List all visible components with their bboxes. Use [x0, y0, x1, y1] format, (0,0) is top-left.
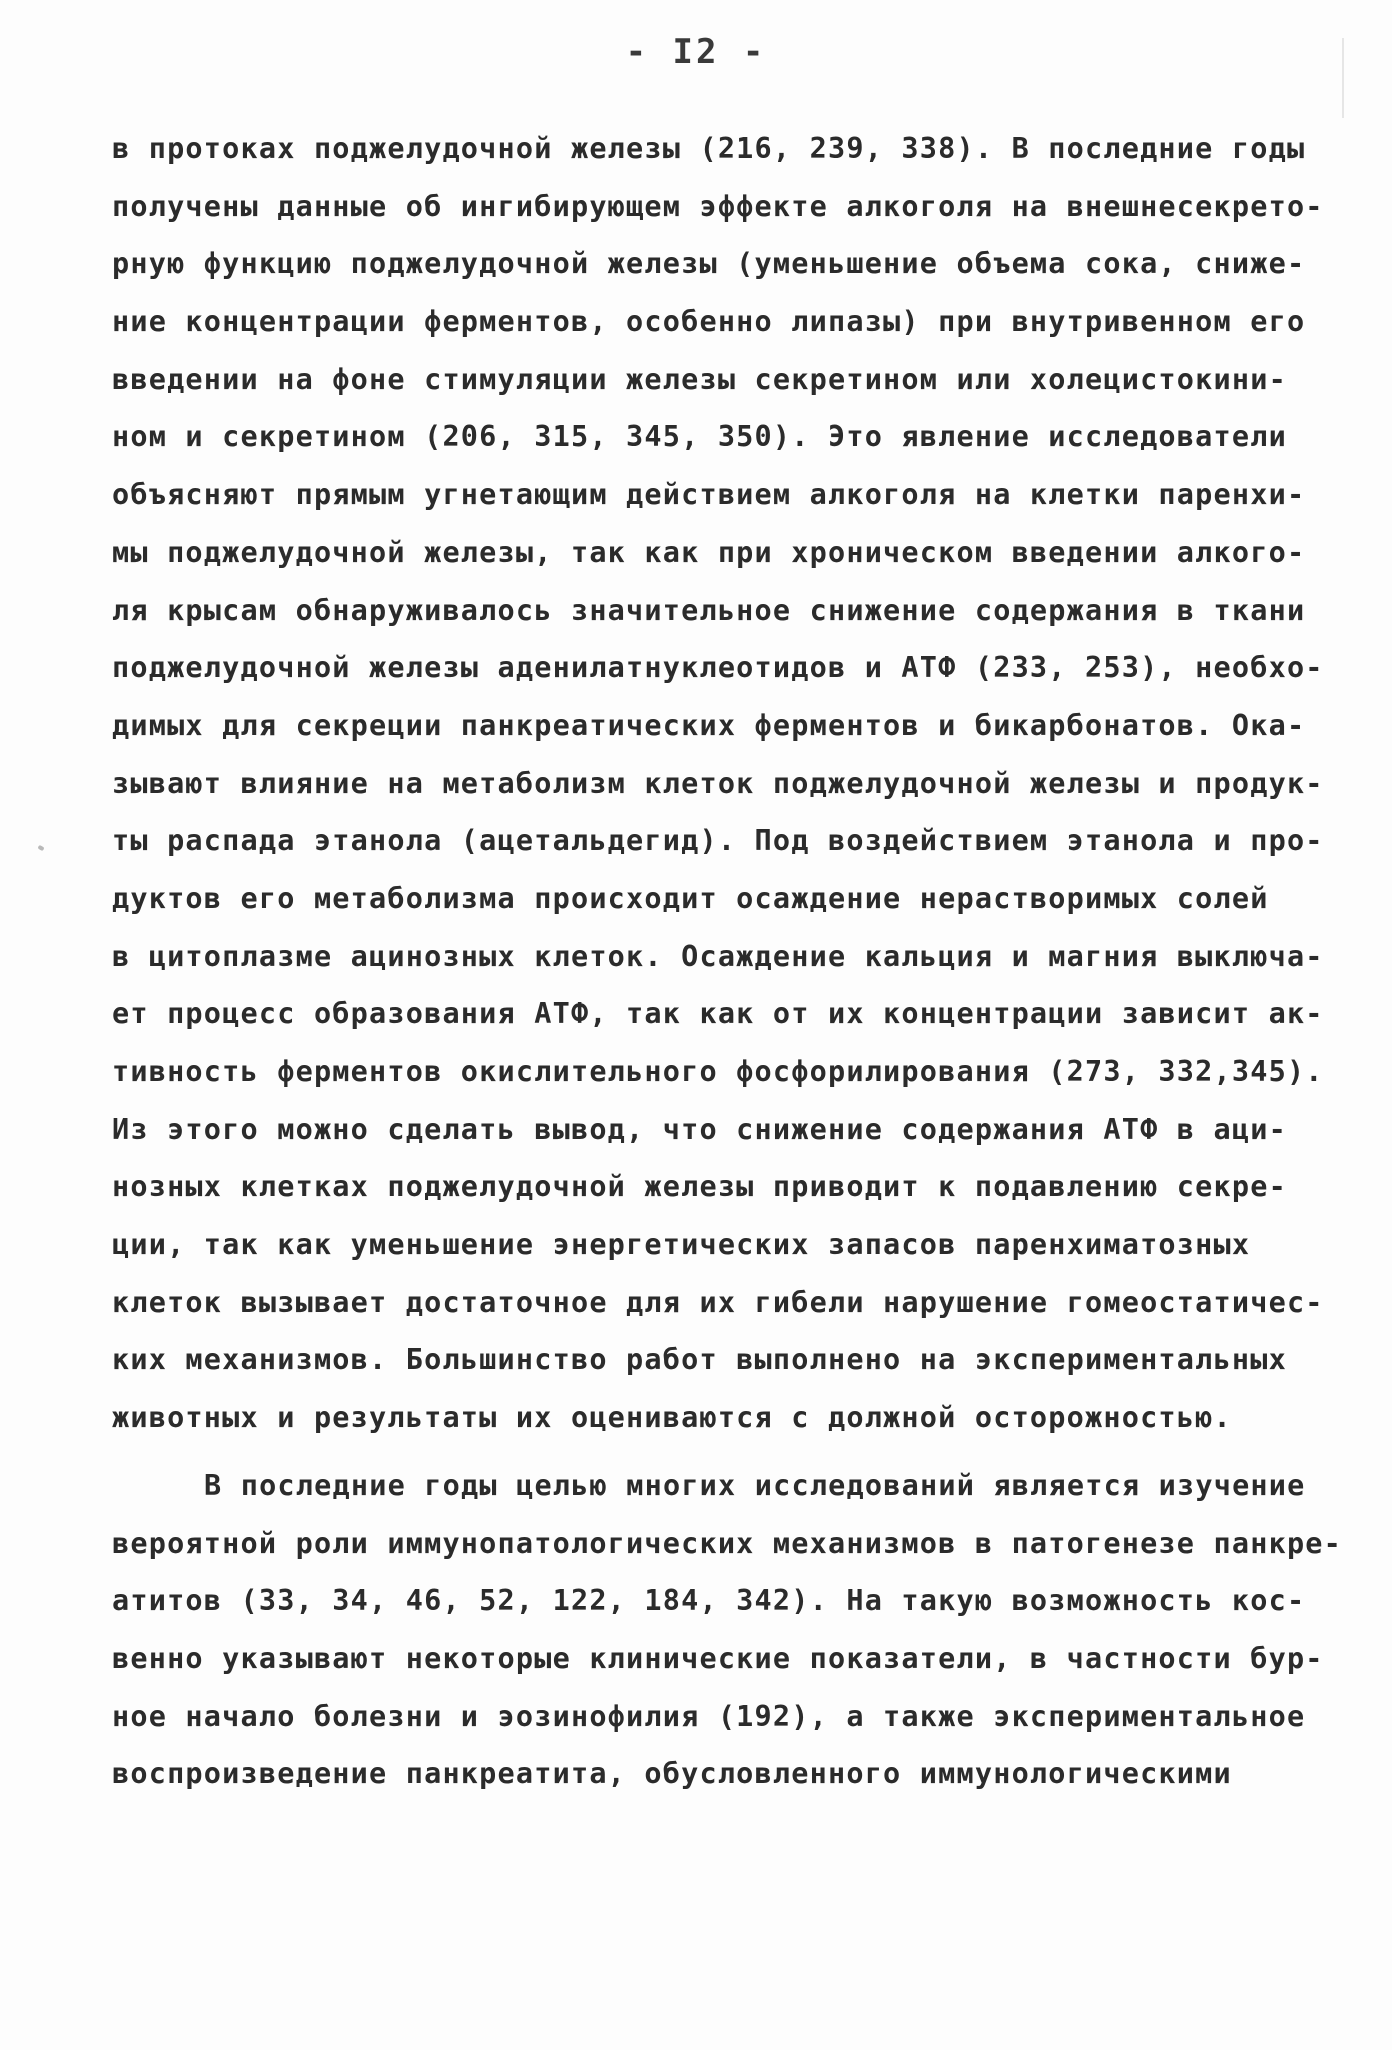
text-line: вероятной роли иммунопатологических механизмов в патогенезе панкре-	[112, 1526, 1343, 1560]
text-line: атитов (33, 34, 46, 52, 122, 184, 342). На такую возможность кос-	[112, 1584, 1306, 1618]
text-line: животных и результаты их оцениваются с должной осторожностью.	[112, 1401, 1232, 1435]
text-line: Из этого можно сделать вывод, что снижение содержания АТФ в аци-	[112, 1112, 1287, 1146]
text-line: в цитоплазме ацинозных клеток. Осаждение кальция и магния выключа-	[112, 939, 1324, 973]
text-line: дуктов его метаболизма происходит осаждение нерастворимых солей	[112, 881, 1269, 915]
text-line: венно указывают некоторые клинические показатели, в частности бур-	[112, 1641, 1324, 1675]
text-line: объясняют прямым угнетающим действием алкоголя на клетки паренхи-	[112, 478, 1306, 512]
text-line: ции, так как уменьшение энергетических запасов паренхиматозных	[112, 1228, 1251, 1262]
text-line: ном и секретином (206, 315, 345, 350). Это явление исследователи	[112, 420, 1287, 454]
text-line: ля крысам обнаруживалось значительное снижение содержания в ткани	[112, 593, 1306, 627]
paragraph-start-line: В последние годы целью многих исследований является изучение	[204, 1468, 1306, 1502]
text-line: тивность ферментов окислительного фосфорилирования (273, 332,345).	[112, 1055, 1324, 1088]
text-line: нозных клетках поджелудочной железы приводит к подавлению секре-	[112, 1170, 1287, 1204]
text-line: ние концентрации ферментов, особенно липазы) при внутривенном его	[112, 305, 1306, 339]
text-line: клеток вызывает достаточное для их гибели нарушение гомеостатичес-	[112, 1285, 1324, 1319]
text-line: ное начало болезни и эозинофилия (192), а также экспериментальное	[112, 1699, 1306, 1733]
scan-speck	[37, 845, 44, 851]
text-line: введении на фоне стимуляции железы секретином или холецистокини-	[112, 362, 1287, 396]
text-line: получены данные об ингибирующем эффекте алкоголя на внешнесекрето-	[112, 189, 1324, 223]
text-line: ты распада этанола (ацетальдегид). Под воздействием этанола и про-	[112, 824, 1324, 858]
text-line: воспроизведение панкреатита, обусловленного иммунологическими	[112, 1757, 1232, 1791]
text-line: поджелудочной железы аденилатнуклеотидов и АТФ (233, 253), необхо-	[112, 651, 1324, 685]
body-text	[112, 120, 1342, 1803]
text-line: рную функцию поджелудочной железы (уменьшение объема сока, сниже-	[112, 247, 1306, 281]
page-number: - I2 -	[625, 32, 767, 72]
text-line: в протоках поджелудочной железы (216, 239, 338). В последние годы	[112, 132, 1306, 165]
text-line: ет процесс образования АТФ, так как от их концентрации зависит ак-	[112, 997, 1324, 1031]
text-line: димых для секреции панкреатических ферментов и бикарбонатов. Ока-	[112, 708, 1306, 742]
text-line: мы поджелудочной железы, так как при хроническом введении алкого-	[112, 535, 1306, 569]
text-line: ких механизмов. Большинство работ выполнено на экспериментальных	[112, 1343, 1287, 1377]
text-line: зывают влияние на метаболизм клеток поджелудочной железы и продук-	[112, 766, 1324, 800]
